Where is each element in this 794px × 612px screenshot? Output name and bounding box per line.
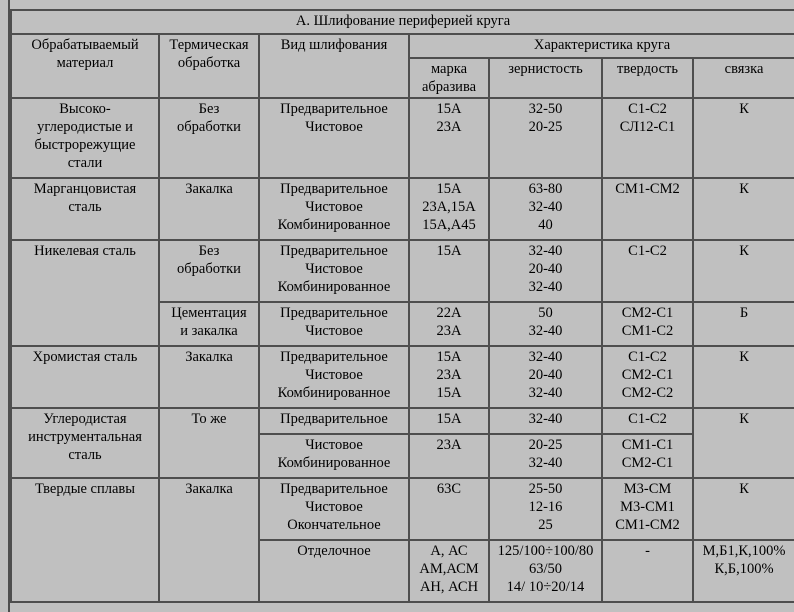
cell-grinding-type: Отделочное [259,540,409,602]
cell-grain: 125/100÷100/80 63/50 14/ 10÷20/14 [489,540,602,602]
cell-grain: 25-50 12-16 25 [489,478,602,540]
header-abrasive-brand: марка абразива [409,58,489,98]
cell-abrasive-brand: 15А [409,408,489,434]
table-row [11,98,794,178]
table-row [11,178,794,240]
cell-bond: К [693,98,794,178]
cell-treatment: То же [159,408,259,478]
cell-abrasive-brand: А, АС АМ,АСМ АН, АСН [409,540,489,602]
cell-hardness: СМ2-С1 СМ1-С2 [602,302,693,346]
cell-bond: К [693,178,794,240]
cell-grinding-type: Чистовое Комбинированное [259,434,409,478]
cell-treatment: Закалка [159,178,259,240]
cell-hardness: С1-С2 [602,408,693,434]
cell-bond: Б [693,302,794,346]
cell-grinding-type: Предварительное Чистовое Комбинированное [259,178,409,240]
table-row [11,240,794,302]
cell-grinding-type: Предварительное Чистовое Комбинированное [259,240,409,302]
cell-grinding-type: Предварительное Чистовое Окончательное [259,478,409,540]
cell-hardness: С1-С2 [602,240,693,302]
cell-abrasive-brand: 63С [409,478,489,540]
cell-treatment: Закалка [159,346,259,408]
cell-abrasive-brand: 15А [409,240,489,302]
cell-hardness: С1-С2 СЛ12-С1 [602,98,693,178]
header-row [11,34,794,58]
cell-treatment: Без обработки [159,98,259,178]
header-bond: связка [693,58,794,98]
cell-grinding-type: Предварительное Чистовое [259,302,409,346]
table-row [11,478,794,540]
cell-abrasive-brand: 15А 23А 15А [409,346,489,408]
cell-material: Марганцовистая сталь [11,178,159,240]
cell-grain: 32-50 20-25 [489,98,602,178]
cell-hardness: - [602,540,693,602]
cell-treatment: Цементация и закалка [159,302,259,346]
cell-bond: К [693,346,794,408]
table-row [11,408,794,434]
cell-grain: 20-25 32-40 [489,434,602,478]
cell-grinding-type: Предварительное Чистовое [259,98,409,178]
header-material: Обрабатываемый материал [11,34,159,98]
cell-grain: 63-80 32-40 40 [489,178,602,240]
cell-material: Высоко- углеродистые и быстрорежущие стали [11,98,159,178]
grinding-table [10,9,794,603]
cell-treatment: Без обработки [159,240,259,302]
cell-bond: М,Б1,К,100% К,Б,100% [693,540,794,602]
cell-grinding-type: Предварительное [259,408,409,434]
cell-bond: К [693,408,794,478]
cell-material: Никелевая сталь [11,240,159,346]
cell-abrasive-brand: 15А 23А [409,98,489,178]
cell-grinding-type: Предварительное Чистовое Комбинированное [259,346,409,408]
title-row [11,10,794,34]
table-title: А. Шлифование периферией круга [11,10,794,34]
cell-material: Углеродистая инструментальная сталь [11,408,159,478]
cell-abrasive-brand: 23А [409,434,489,478]
table-row [11,346,794,408]
header-wheel-characteristics: Характеристика круга [409,34,794,58]
cell-hardness: С1-С2 СМ2-С1 СМ2-С2 [602,346,693,408]
cell-grain: 32-40 20-40 32-40 [489,346,602,408]
cell-bond: К [693,240,794,302]
header-treatment: Термическая обработка [159,34,259,98]
header-grinding-type: Вид шлифования [259,34,409,98]
cell-abrasive-brand: 15А 23А,15А 15А,А45 [409,178,489,240]
cell-material: Хромистая сталь [11,346,159,408]
cell-grain: 32-40 20-40 32-40 [489,240,602,302]
cell-hardness: СМ1-СМ2 [602,178,693,240]
cell-bond: К [693,478,794,540]
cell-grain: 32-40 [489,408,602,434]
header-hardness: твердость [602,58,693,98]
cell-material: Твердые сплавы [11,478,159,602]
header-grain: зернистость [489,58,602,98]
cell-hardness: СМ1-С1 СМ2-С1 [602,434,693,478]
cell-treatment: Закалка [159,478,259,602]
cell-hardness: М3-СМ М3-СМ1 СМ1-СМ2 [602,478,693,540]
cell-abrasive-brand: 22А 23А [409,302,489,346]
cell-grain: 50 32-40 [489,302,602,346]
